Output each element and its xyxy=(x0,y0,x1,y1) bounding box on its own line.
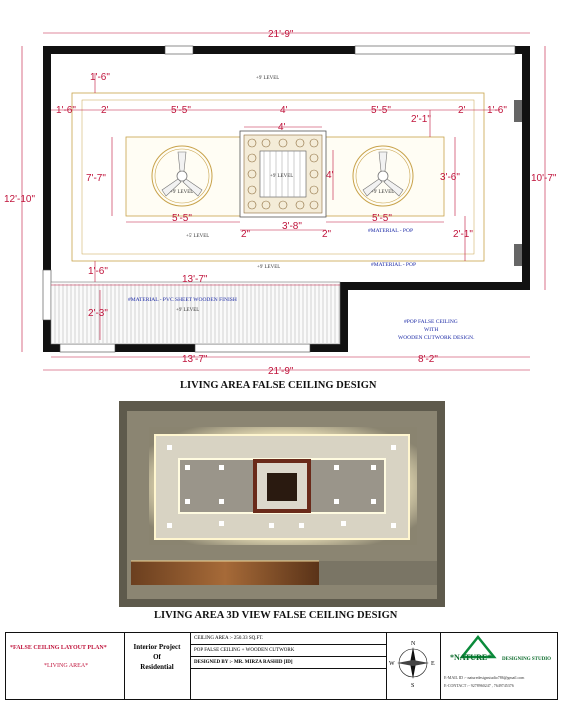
note-pop-3: WOODEN CUTWORK DESIGN. xyxy=(398,335,475,341)
plan-name: *FALSE CEILING LAYOUT PLAN* xyxy=(10,645,107,651)
compass-cell xyxy=(386,633,441,699)
designed-by: DESIGNED BY :- MR. MIRZA RASHID [ID] xyxy=(190,657,386,669)
dim-span-5-5-b: 5'-5" xyxy=(371,105,391,116)
dim-span-5-5-a: 5'-5" xyxy=(171,105,191,116)
note-pop-1: #POP FALSE CEILING xyxy=(404,319,458,325)
info-cell xyxy=(190,633,387,699)
logo-name: *NATURE* xyxy=(450,653,492,662)
compass-icon xyxy=(386,633,440,699)
dim-lower-1-6: 1'-6" xyxy=(88,266,108,277)
level-wood: +9' LEVEL xyxy=(176,308,200,313)
dim-span-13-7-top: 13'-7" xyxy=(182,274,208,285)
dim-left-2-3: 2'-3" xyxy=(88,308,108,319)
dim-span-4-top: 4' xyxy=(280,105,288,116)
dim-bot-2-a: 2" xyxy=(241,229,251,240)
studio-name: DESIGNING STUDIO xyxy=(502,657,552,662)
area-name: *LIVING AREA* xyxy=(44,663,89,669)
logo-cell xyxy=(440,633,558,699)
dim-overall-bottom: 21'-9" xyxy=(268,366,294,377)
level-mid-left: +5' LEVEL xyxy=(186,234,210,239)
dim-span-13-7-bot: 13'-7" xyxy=(182,354,208,365)
ceiling-3d-view xyxy=(119,401,445,607)
compass-w: W xyxy=(389,661,395,667)
dim-right-height: 10'-7" xyxy=(531,173,557,184)
studio-contact: E-CONTACT :- 9278960247 , 7649745376 xyxy=(444,683,514,688)
dim-right-1-6: 1'-6" xyxy=(487,105,507,116)
plan-title: LIVING AREA FALSE CEILING DESIGN xyxy=(180,380,377,391)
ceiling-type: POP FALSE CEILING + WOODEN CUTWORK xyxy=(190,645,386,657)
level-fan-right: +9' LEVEL xyxy=(371,190,395,195)
dim-height-4: 4' xyxy=(326,170,334,181)
dim-height-7-7: 7'-7" xyxy=(86,173,106,184)
dim-bot-3-8: 3'-8" xyxy=(282,221,302,232)
compass-s: S xyxy=(411,683,415,689)
project-cell xyxy=(124,633,191,699)
view3d-title-wrap xyxy=(0,606,564,622)
dim-right-2: 2' xyxy=(458,105,466,116)
dim-top-offset: 1'-6" xyxy=(90,72,110,83)
project-line2: Of xyxy=(153,653,161,661)
note-wood-material: #MATERIAL - PVC SHEET WOODEN FINISH xyxy=(128,297,237,303)
project-line1: Interior Project xyxy=(133,643,181,651)
level-fan-left: +9' LEVEL xyxy=(170,190,194,195)
note-material-pop-2: #MATERIAL - POP xyxy=(371,262,417,268)
note-pop-2: WITH xyxy=(424,327,439,333)
level-mid-bottom: +9' LEVEL xyxy=(257,265,281,270)
ceiling-area: CEILING AREA :- 250.33 SQ.FT. xyxy=(190,633,386,645)
dim-span-8-2: 8'-2" xyxy=(418,354,438,365)
dim-lower-5-5-b: 5'-5" xyxy=(372,213,392,224)
dim-left-1-6: 1'-6" xyxy=(56,105,76,116)
compass-n: N xyxy=(411,641,416,647)
project-line3: Residential xyxy=(140,663,174,671)
title-block-plan-cell xyxy=(6,633,125,699)
dim-left-height: 12'-10" xyxy=(4,194,36,205)
view3d-title: LIVING AREA 3D VIEW FALSE CEILING DESIGN xyxy=(154,610,398,621)
compass-e: E xyxy=(431,661,435,667)
title-block xyxy=(5,632,558,700)
dim-bot-2-b: 2" xyxy=(322,229,332,240)
dim-overall-top: 21'-9" xyxy=(268,29,294,40)
dim-lower-5-5-a: 5'-5" xyxy=(172,213,192,224)
note-material-pop-1: #MATERIAL - POP xyxy=(368,228,414,234)
dim-right-2-1-top: 2'-1" xyxy=(411,114,431,125)
dim-left-2: 2' xyxy=(101,105,109,116)
level-top: +9' LEVEL xyxy=(256,76,280,81)
dim-right-2-1-bot: 2'-1" xyxy=(453,229,473,240)
level-center: +9' LEVEL xyxy=(270,174,294,179)
dim-height-3-6: 3'-6" xyxy=(440,172,460,183)
studio-email: E-MAIL ID :- naturedesignstudio786@gmail.com xyxy=(444,675,525,680)
dim-inner-4: 4' xyxy=(278,122,286,133)
